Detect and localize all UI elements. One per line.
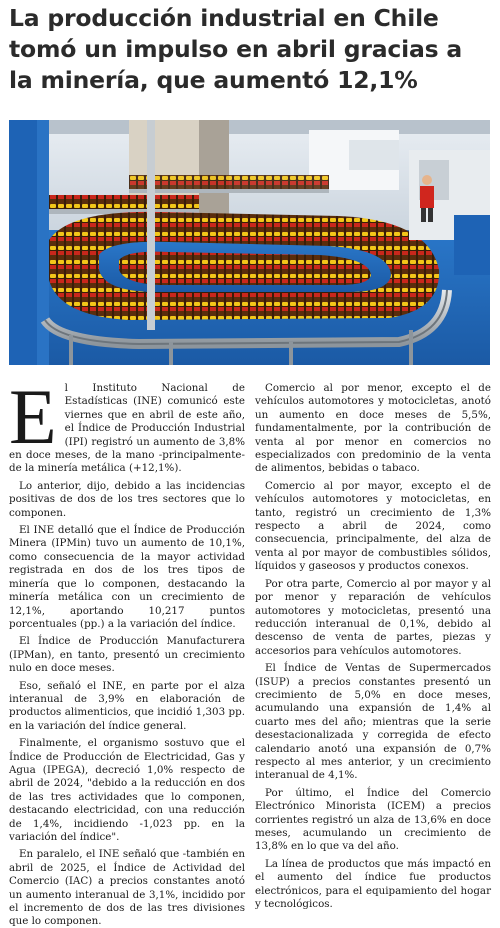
paragraph: Lo anterior, dijo, debido a las incidencias positivas de dos de los tres sectores que lo componen. bbox=[9, 479, 245, 519]
factory-bottling-line-photo bbox=[9, 120, 490, 365]
headline: La producción industrial en Chile tomó un impulso en abril gracias a la minería, que aumentó 12,1% bbox=[9, 4, 463, 94]
paragraph: La línea de productos que más impactó en el aumento del índice fue productos electrónicos, para el equipamiento del hogar y tecnológicos. bbox=[255, 857, 491, 911]
paragraph: Por otra parte, Comercio al por mayor y al por menor y reparación de vehículos automotores y motocicletas, presentó una reducción interanual de 0,1%, debido al descenso de venta de partes, piezas y accesorios para vehículos automotores. bbox=[255, 577, 491, 657]
article-body bbox=[9, 373, 491, 928]
paragraph: El Índice de Producción Manufacturera (IPMan), en tanto, presentó un crecimiento nulo en doce meses. bbox=[9, 635, 245, 675]
article-column-right bbox=[255, 382, 491, 928]
article-column-left bbox=[9, 373, 245, 928]
paragraph: Eso, señaló el INE, en parte por el alza interanual de 3,9% en elaboración de productos alimenticios, que incidió 1,303 pp. en la variación del índice general. bbox=[9, 679, 245, 732]
paragraph: Comercio al por menor, excepto el de vehículos automotores y motocicletas, anotó un aumento en doce meses de 5,5%, fundamentalmente, por la contribución de venta al por menor en comercios no especializados con predominio de la venta de alimentos, bebidas o tabaco. bbox=[255, 382, 491, 475]
paragraph: El INE detalló que el Índice de Producción Minera (IPMin) tuvo un aumento de 10,1%, como consecuencia de la mayor actividad registrada en dos de los tres tipos de minería que lo componen, destacando la minería metálica con un crecimiento de 12,1%, aportando 10,217 puntos porcentuales (pp.) a la variación del índice. bbox=[9, 524, 245, 630]
paragraph: En paralelo, el INE señaló que -también en abril de 2025, el Índice de Actividad del Comercio (IAC) a precios constantes anotó un aumento interanual de 3,1%, incidido por el incremento de dos de las tres divisiones que lo componen. bbox=[9, 848, 245, 928]
paragraph: El Instituto Nacional de Estadísticas (INE) comunicó este viernes que en abril de este año, el Índice de Producción Industrial (IPI) registró un aumento de 3,8% en doce meses, de la mano -principalmente- de la minería metálica (+12,1%). bbox=[9, 373, 245, 475]
paragraph: Por último, el Índice del Comercio Electrónico Minorista (ICEM) a precios corrientes registró un alza de 13,6% en doce meses, acumulando un crecimiento de 13,8% en lo que va del año. bbox=[255, 786, 491, 853]
drop-cap: E bbox=[9, 373, 57, 460]
paragraph: Finalmente, el organismo sostuvo que el Índice de Producción de Electricidad, Gas y Agua (IPEGA), decreció 1,0% respecto de abril de 2024, "debido a la reducción en dos de las tres actividades que lo componen, destacando electricidad, con una reducción de 1,4%, incidiendo -1,023 pp. en la variación del índice". bbox=[9, 737, 245, 843]
paragraph: El Índice de Ventas de Supermercados (ISUP) a precios constantes presentó un crecimiento de 5,0% en doce meses, acumulando una expansión de 1,4% al cuarto mes del año; mientras que la serie desestacionalizada y corregida de efecto calendario anotó una expansión de 0,7% respecto al mes anterior, y un crecimiento interanual de 4,1%. bbox=[255, 662, 491, 782]
paragraph: Comercio al por mayor, excepto el de vehículos automotores y motocicletas, en tanto, registró un crecimiento de 1,3% respecto a abril de 2024, como consecuencia, principalmente, del alza de venta al por mayor de combustibles sólidos, líquidos y gaseosos y productos conexos. bbox=[255, 479, 491, 573]
